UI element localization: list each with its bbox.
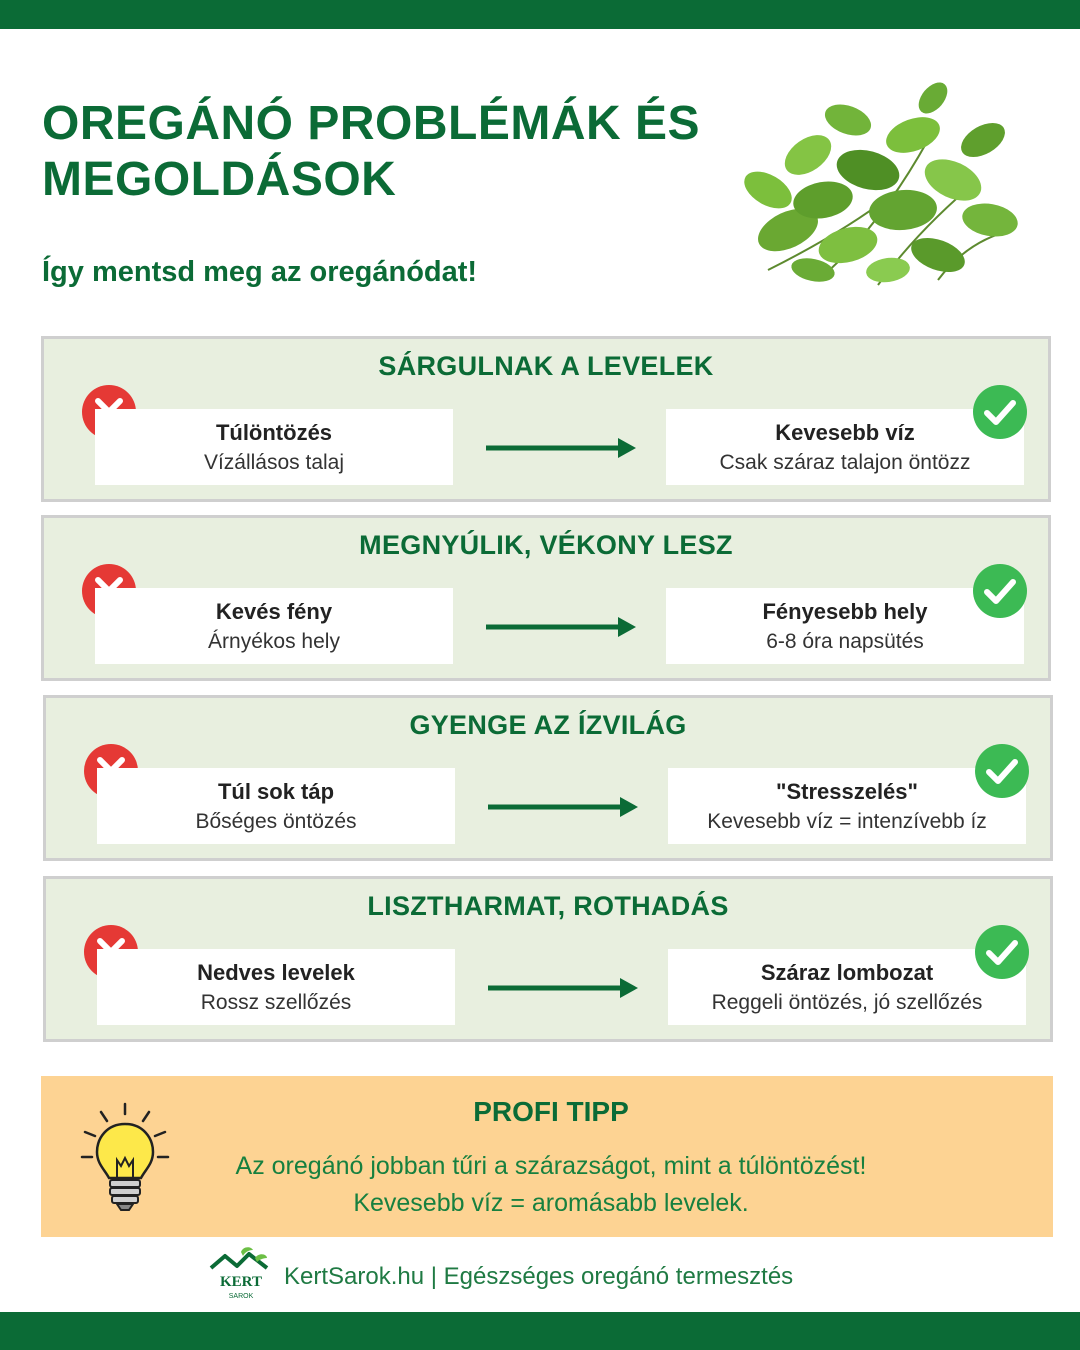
page-subtitle: Így mentsd meg az oregánódat! — [42, 256, 478, 288]
problem-title: SÁRGULNAK A LEVELEK — [378, 351, 714, 381]
check-circle-icon — [971, 562, 1029, 620]
solution-detail: Kevesebb víz = intenzívebb íz — [707, 810, 987, 833]
problem-card-leggy — [41, 515, 1051, 681]
solution-title: Fényesebb hely — [762, 599, 928, 624]
arrow-right-icon — [484, 614, 640, 640]
arrow-right-icon — [484, 435, 640, 461]
cause-detail: Rossz szellőzés — [200, 991, 352, 1014]
cause-title: Túl sok táp — [217, 779, 335, 804]
logo-text: KERT — [220, 1274, 262, 1290]
solution-title: Kevesebb víz — [775, 420, 915, 445]
solution-title: "Stresszelés" — [776, 779, 918, 804]
solution-detail: 6-8 óra napsütés — [766, 630, 924, 653]
footer-text: KertSarok.hu | Egészséges oregánó termesztés — [284, 1263, 794, 1290]
cause-box — [95, 409, 453, 485]
cause-box — [95, 588, 453, 664]
check-circle-icon — [973, 923, 1031, 981]
pro-tip-box — [41, 1076, 1053, 1237]
tip-text-line-1: Az oregánó jobban tűri a szárazságot, mint a túlöntözést! — [235, 1152, 867, 1180]
solution-title: Száraz lombozat — [760, 960, 934, 985]
arrow-right-icon — [486, 975, 642, 1001]
cause-box — [97, 768, 455, 844]
cause-title: Túlöntözés — [215, 420, 333, 445]
cause-detail: Vízállásos talaj — [203, 451, 345, 474]
solution-detail: Csak száraz talajon öntözz — [719, 451, 971, 474]
logo-subtext: SAROK — [228, 1293, 254, 1300]
page-title: OREGÁNÓ PROBLÉMÁK ÉS MEGOLDÁSOK — [42, 97, 701, 206]
problem-card-yellow-leaves — [41, 336, 1051, 502]
problem-title: MEGNYÚLIK, VÉKONY LESZ — [359, 530, 733, 560]
problem-title: LISZTHARMAT, ROTHADÁS — [367, 891, 729, 921]
kertsarok-logo — [207, 1246, 275, 1302]
problem-card-mildew — [43, 876, 1053, 1042]
check-circle-icon — [971, 383, 1029, 441]
check-circle-icon — [973, 742, 1031, 800]
cause-detail: Bőséges öntözés — [195, 810, 357, 833]
oregano-plant-illustration — [728, 80, 1028, 302]
arrow-right-icon — [486, 794, 642, 820]
problem-card-weak-flavor — [43, 695, 1053, 861]
top-accent-bar — [0, 0, 1080, 29]
bottom-accent-bar — [0, 1312, 1080, 1350]
problem-title: GYENGE AZ ÍZVILÁG — [409, 710, 687, 740]
tip-title: PROFI TIPP — [473, 1096, 629, 1127]
solution-detail: Reggeli öntözés, jó szellőzés — [711, 991, 983, 1014]
cause-detail: Árnyékos hely — [208, 630, 340, 653]
tip-text-line-2: Kevesebb víz = aromásabb levelek. — [353, 1189, 749, 1217]
cause-box — [97, 949, 455, 1025]
cause-title: Kevés fény — [215, 599, 333, 624]
cause-title: Nedves levelek — [197, 960, 355, 985]
